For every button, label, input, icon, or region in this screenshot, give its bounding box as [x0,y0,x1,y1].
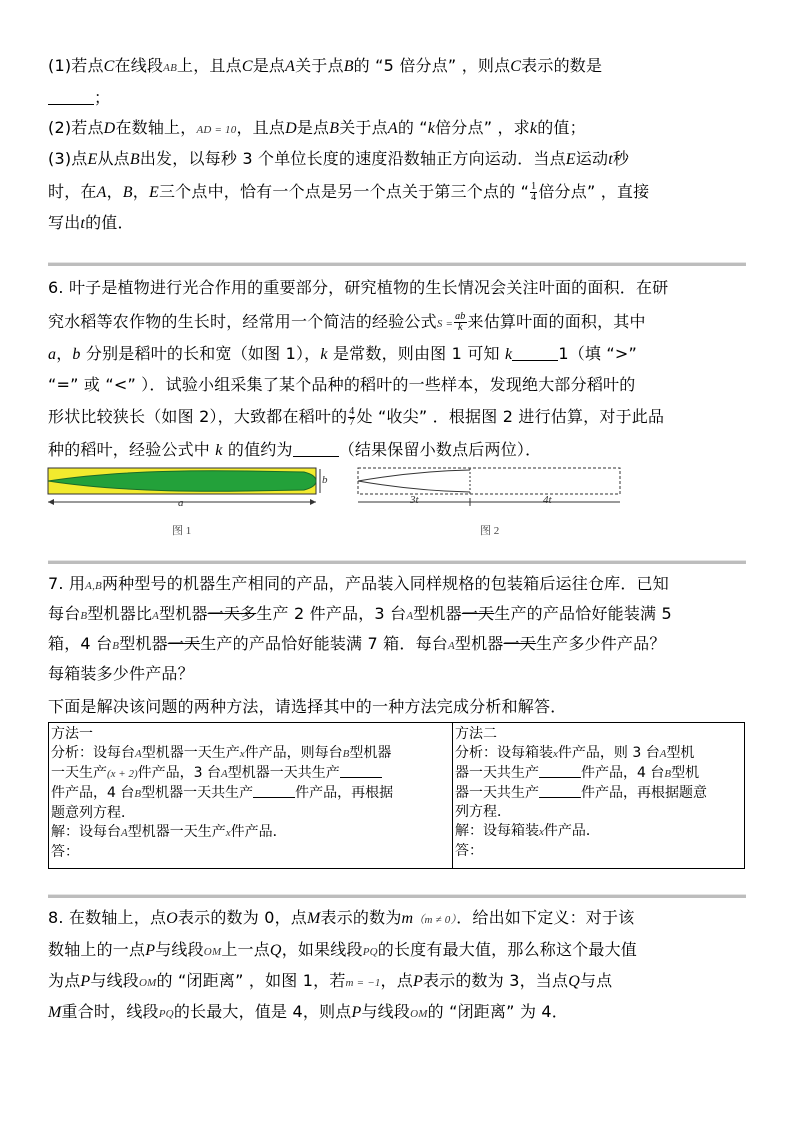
q7-line3: 箱，4 台B型机器一天生产的产品恰好能装满 7 箱．每台A型机器一天生产多少件产品？ [48,634,666,653]
q5-part2: (2)若点D在数轴上，AD = 10，且点D是点B关于点A的 “k倍分点” ，求k的值； [48,118,586,137]
fig2-label-4t: 4t [543,494,552,506]
q8-line1: 8. 在数轴上，点O表示的数为 0，点M表示的数为m（m ≠ 0）．给出如下定义：对于该 [48,908,635,927]
q6-line3: a，b 分别是稻叶的长和宽（如图 1），k 是常数，则由图 1 可知 k 1（填 “>” [48,344,637,363]
answer-blank[interactable] [539,765,581,778]
method-two-title: 方法二 [455,726,497,742]
formula-fraction: $\frac{ab}{k}$ [455,311,466,333]
q5-part3-line1: (3)点E从点B出发，以每秒 3 个单位长度的速度沿数轴正方向运动．当点E运动t秒 [48,149,630,168]
answer-blank[interactable] [253,785,295,798]
q6-line4: “=” 或 “<” ）．试验小组采集了某个品种的稻叶的一些样本，发现绝大部分稻叶的 [48,375,636,394]
q7-line5: 下面是解决该问题的两种方法，请选择其中的一种方法完成分析和解答． [48,697,567,716]
section-divider [48,894,746,898]
answer-blank[interactable] [539,785,581,798]
fig1-caption: 图 1 [172,525,192,537]
q6-line5: 形状比较狭长（如图 2），大致都在稻叶的 $\frac{4}{7}$ 处 “收尖” ．根据图 2 进行估算，对于此品 [48,406,665,428]
q8-line2: 数轴上的一点P与线段OM上一点Q，如果线段PQ的长度有最大值，那么称这个最大值 [48,940,637,959]
answer-blank[interactable] [512,346,558,361]
q6-line1: 6. 叶子是植物进行光合作用的重要部分，研究植物的生长情况会关注叶面的面积．在研 [48,278,669,297]
q8-line4: M重合时，线段PQ的长最大，值是 4，则点P与线段OM的 “闭距离” 为 4． [48,1002,569,1021]
section-divider [48,560,746,564]
methods-table [48,722,745,869]
figure-2-leaf-tip [356,466,626,512]
q5-part3-line3: 写出t的值． [48,213,134,232]
q5-part3-line2: 时，在A，B，E三个点中，恰有一个点是另一个点关于第三个点的 “ $\frac{1}{4}$ 倍分点” ，直接 [48,181,650,203]
section-divider [48,262,746,266]
figure-1-leaf [46,466,346,512]
fig2-tip-upper [358,470,470,481]
fig2-tip-lower [358,481,470,492]
q7-line4: 每箱装多少件产品？ [48,664,194,683]
fig2-caption: 图 2 [480,525,500,537]
q5-part1-line1: (1)若点C在线段AB上，且点C是点A关于点B的 “5 倍分点” ，则点C表示的数是 [48,56,603,75]
q6-line6: 种的稻叶，经验公式中 k 的值约为 （结果保留小数点后两位）． [48,440,542,459]
q7-line2: 每台B型机器比A型机器一天多生产 2 件产品，3 台A型机器一天生产的产品恰好能装满 5 [48,604,672,623]
fig1-label-b: b [322,474,328,486]
fig2-rect [358,468,620,494]
fig1-label-a: a [178,497,184,509]
q5-part1-line2: ； [48,88,110,108]
fig2-label-3t: 3t [410,494,419,506]
answer-blank[interactable] [340,765,382,778]
answer-blank[interactable] [48,90,94,105]
fraction-one-quarter: $\frac{1}{4}$ [531,181,537,203]
method-two-cell: 方法二 分析：设每箱装x件产品，则 3 台A型机 器一天共生产 件产品，4 台B型机 器一天共生产 件产品，再根据题意 列方程． 解：设每箱装x件产品． 答： [453,723,744,868]
q8-line3: 为点P与线段OM的 “闭距离” ，如图 1，若m = −1，点P表示的数为 3，当点Q与点 [48,971,613,990]
q6-line2: 究水稻等农作物的生长时，经常用一个简洁的经验公式S = $\frac{ab}{k}$ 来估算叶面的面积，其中 [48,311,646,333]
answer-blank[interactable] [293,442,339,457]
method-one-title: 方法一 [51,726,93,742]
fraction-four-sevenths: $\frac{4}{7}$ [349,406,355,428]
method-one-cell: 方法一 分析：设每台A型机器一天生产x件产品，则每台B型机器 一天生产(x + 2)件产品，3 台A型机器一天共生产 件产品，4 台B型机器一天共生产 件产品，再根据 题意列方程． 解：设每台A型机器一天生产x件产品． 答： [49,723,453,868]
q7-line1: 7. 用A,B两种型号的机器生产相同的产品，产品装入同样规格的包装箱后运往仓库．已知 [48,574,669,593]
